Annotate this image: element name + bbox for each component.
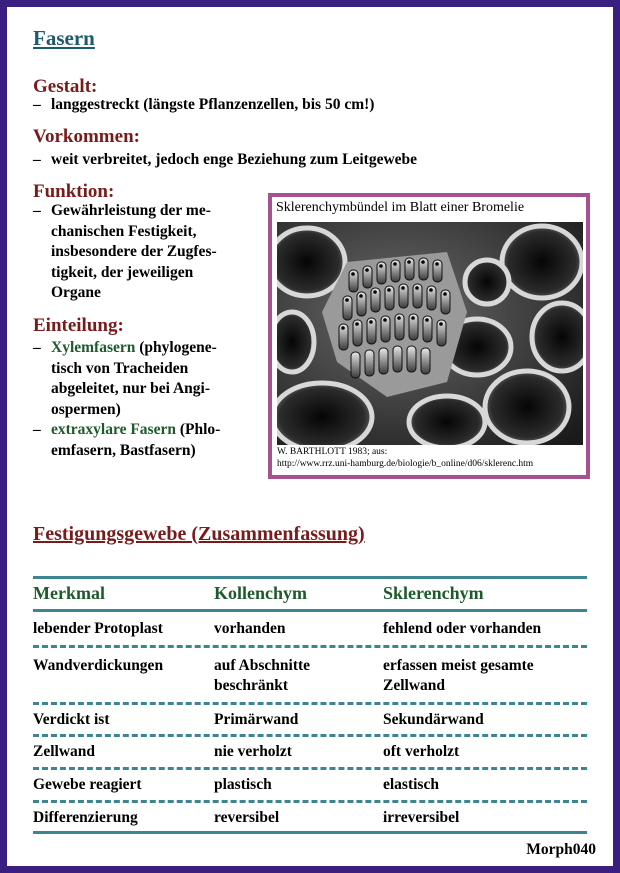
summary-heading: Festigungsgewebe (Zusammenfassung) <box>33 523 365 545</box>
table-cell: erfassen meist gesamte Zellwand <box>383 657 534 694</box>
table-cell: Zellwand <box>33 743 96 760</box>
table-cell: nie verholzt <box>214 743 292 760</box>
column-header-merkmal: Merkmal <box>33 583 105 603</box>
table-cell: Gewebe reagiert <box>33 776 142 793</box>
xylemfasern-text <box>51 338 217 420</box>
table-row-divider <box>33 734 587 737</box>
table-row-divider <box>33 702 587 705</box>
table-rule-header <box>33 609 587 612</box>
table-rule-top <box>33 576 587 579</box>
gestalt-dash: – <box>33 96 41 113</box>
xylemfasern-line: abgeleitet, nur bei Angi- <box>51 380 211 397</box>
column-header-sklerenchym: Sklerenchym <box>383 583 484 603</box>
table-cell: irreversibel <box>383 809 460 826</box>
vorkommen-dash: – <box>33 151 41 168</box>
column-header-kollenchym: Kollenchym <box>214 583 307 603</box>
sem-micrograph-image <box>277 222 583 445</box>
einteilung-heading: Einteilung: <box>33 315 124 336</box>
table-cell: reversibel <box>214 809 280 826</box>
funktion-line: chanischen Festigkeit, <box>51 222 197 240</box>
table-cell: lebender Protoplast <box>33 620 163 637</box>
sem-micrograph-drawing <box>277 222 583 445</box>
funktion-text <box>51 201 217 304</box>
vorkommen-item: weit verbreitet, jedoch enge Beziehung zum Leitgewebe <box>51 151 418 168</box>
einteilung-dash-2: – <box>33 421 41 438</box>
funktion-heading: Funktion: <box>33 181 115 202</box>
table-cell: Differenzierung <box>33 809 138 826</box>
xylemfasern-term: Xylemfasern <box>51 339 136 356</box>
table-cell: elastisch <box>383 776 439 793</box>
funktion-line: Gewährleistung der me- <box>51 202 211 219</box>
vorkommen-heading: Vorkommen: <box>33 126 140 147</box>
xylemfasern-rest: (phylogene- <box>135 339 217 356</box>
page-code: Morph040 <box>526 841 596 858</box>
table-cell: Verdickt ist <box>33 711 110 728</box>
table-row-divider <box>33 767 587 770</box>
table-row-divider <box>33 800 587 803</box>
gestalt-item: langgestreckt (längste Pflanzenzellen, bis 50 cm!) <box>51 96 375 113</box>
page-title: Fasern <box>33 26 95 50</box>
table-cell: fehlend oder vorhanden <box>383 620 542 637</box>
photo-caption: Sklerenchymbündel im Blatt einer Bromelie <box>276 200 525 215</box>
table-cell: Wandverdickungen <box>33 657 164 674</box>
extraxylare-text <box>51 420 220 461</box>
table-cell: oft verholzt <box>383 743 460 760</box>
table-cell: plastisch <box>214 776 272 793</box>
extraxylare-rest: (Phlo- <box>175 421 221 438</box>
table-rule-bottom <box>33 831 587 834</box>
table-cell: vorhanden <box>214 620 286 637</box>
xylemfasern-line: ospermen) <box>51 400 121 418</box>
table-cell: auf Abschnitte beschränkt <box>214 657 311 694</box>
photo-credit <box>277 446 533 470</box>
photo-credit-url[interactable]: http://www.rrz.uni-hamburg.de/biologie/b_online/d06/sklerenc.htm <box>277 459 534 469</box>
funktion-line: tigkeit, der jeweiligen <box>51 263 194 281</box>
funktion-line: Organe <box>51 284 101 301</box>
gestalt-heading: Gestalt: <box>33 76 98 97</box>
xylemfasern-line: tisch von Tracheiden <box>51 359 189 377</box>
extraxylare-term: extraxylare Fasern <box>51 421 176 438</box>
table-row-divider <box>33 645 587 648</box>
table-cell: Primärwand <box>214 711 299 728</box>
table-cell: Sekundärwand <box>383 711 484 728</box>
einteilung-dash-1: – <box>33 339 41 356</box>
extraxylare-line: emfasern, Bastfasern) <box>51 441 196 459</box>
funktion-dash: – <box>33 202 41 219</box>
photo-credit-line: W. BARTHLOTT 1983; aus: <box>277 447 388 457</box>
funktion-line: insbesondere der Zugfes- <box>51 243 217 260</box>
